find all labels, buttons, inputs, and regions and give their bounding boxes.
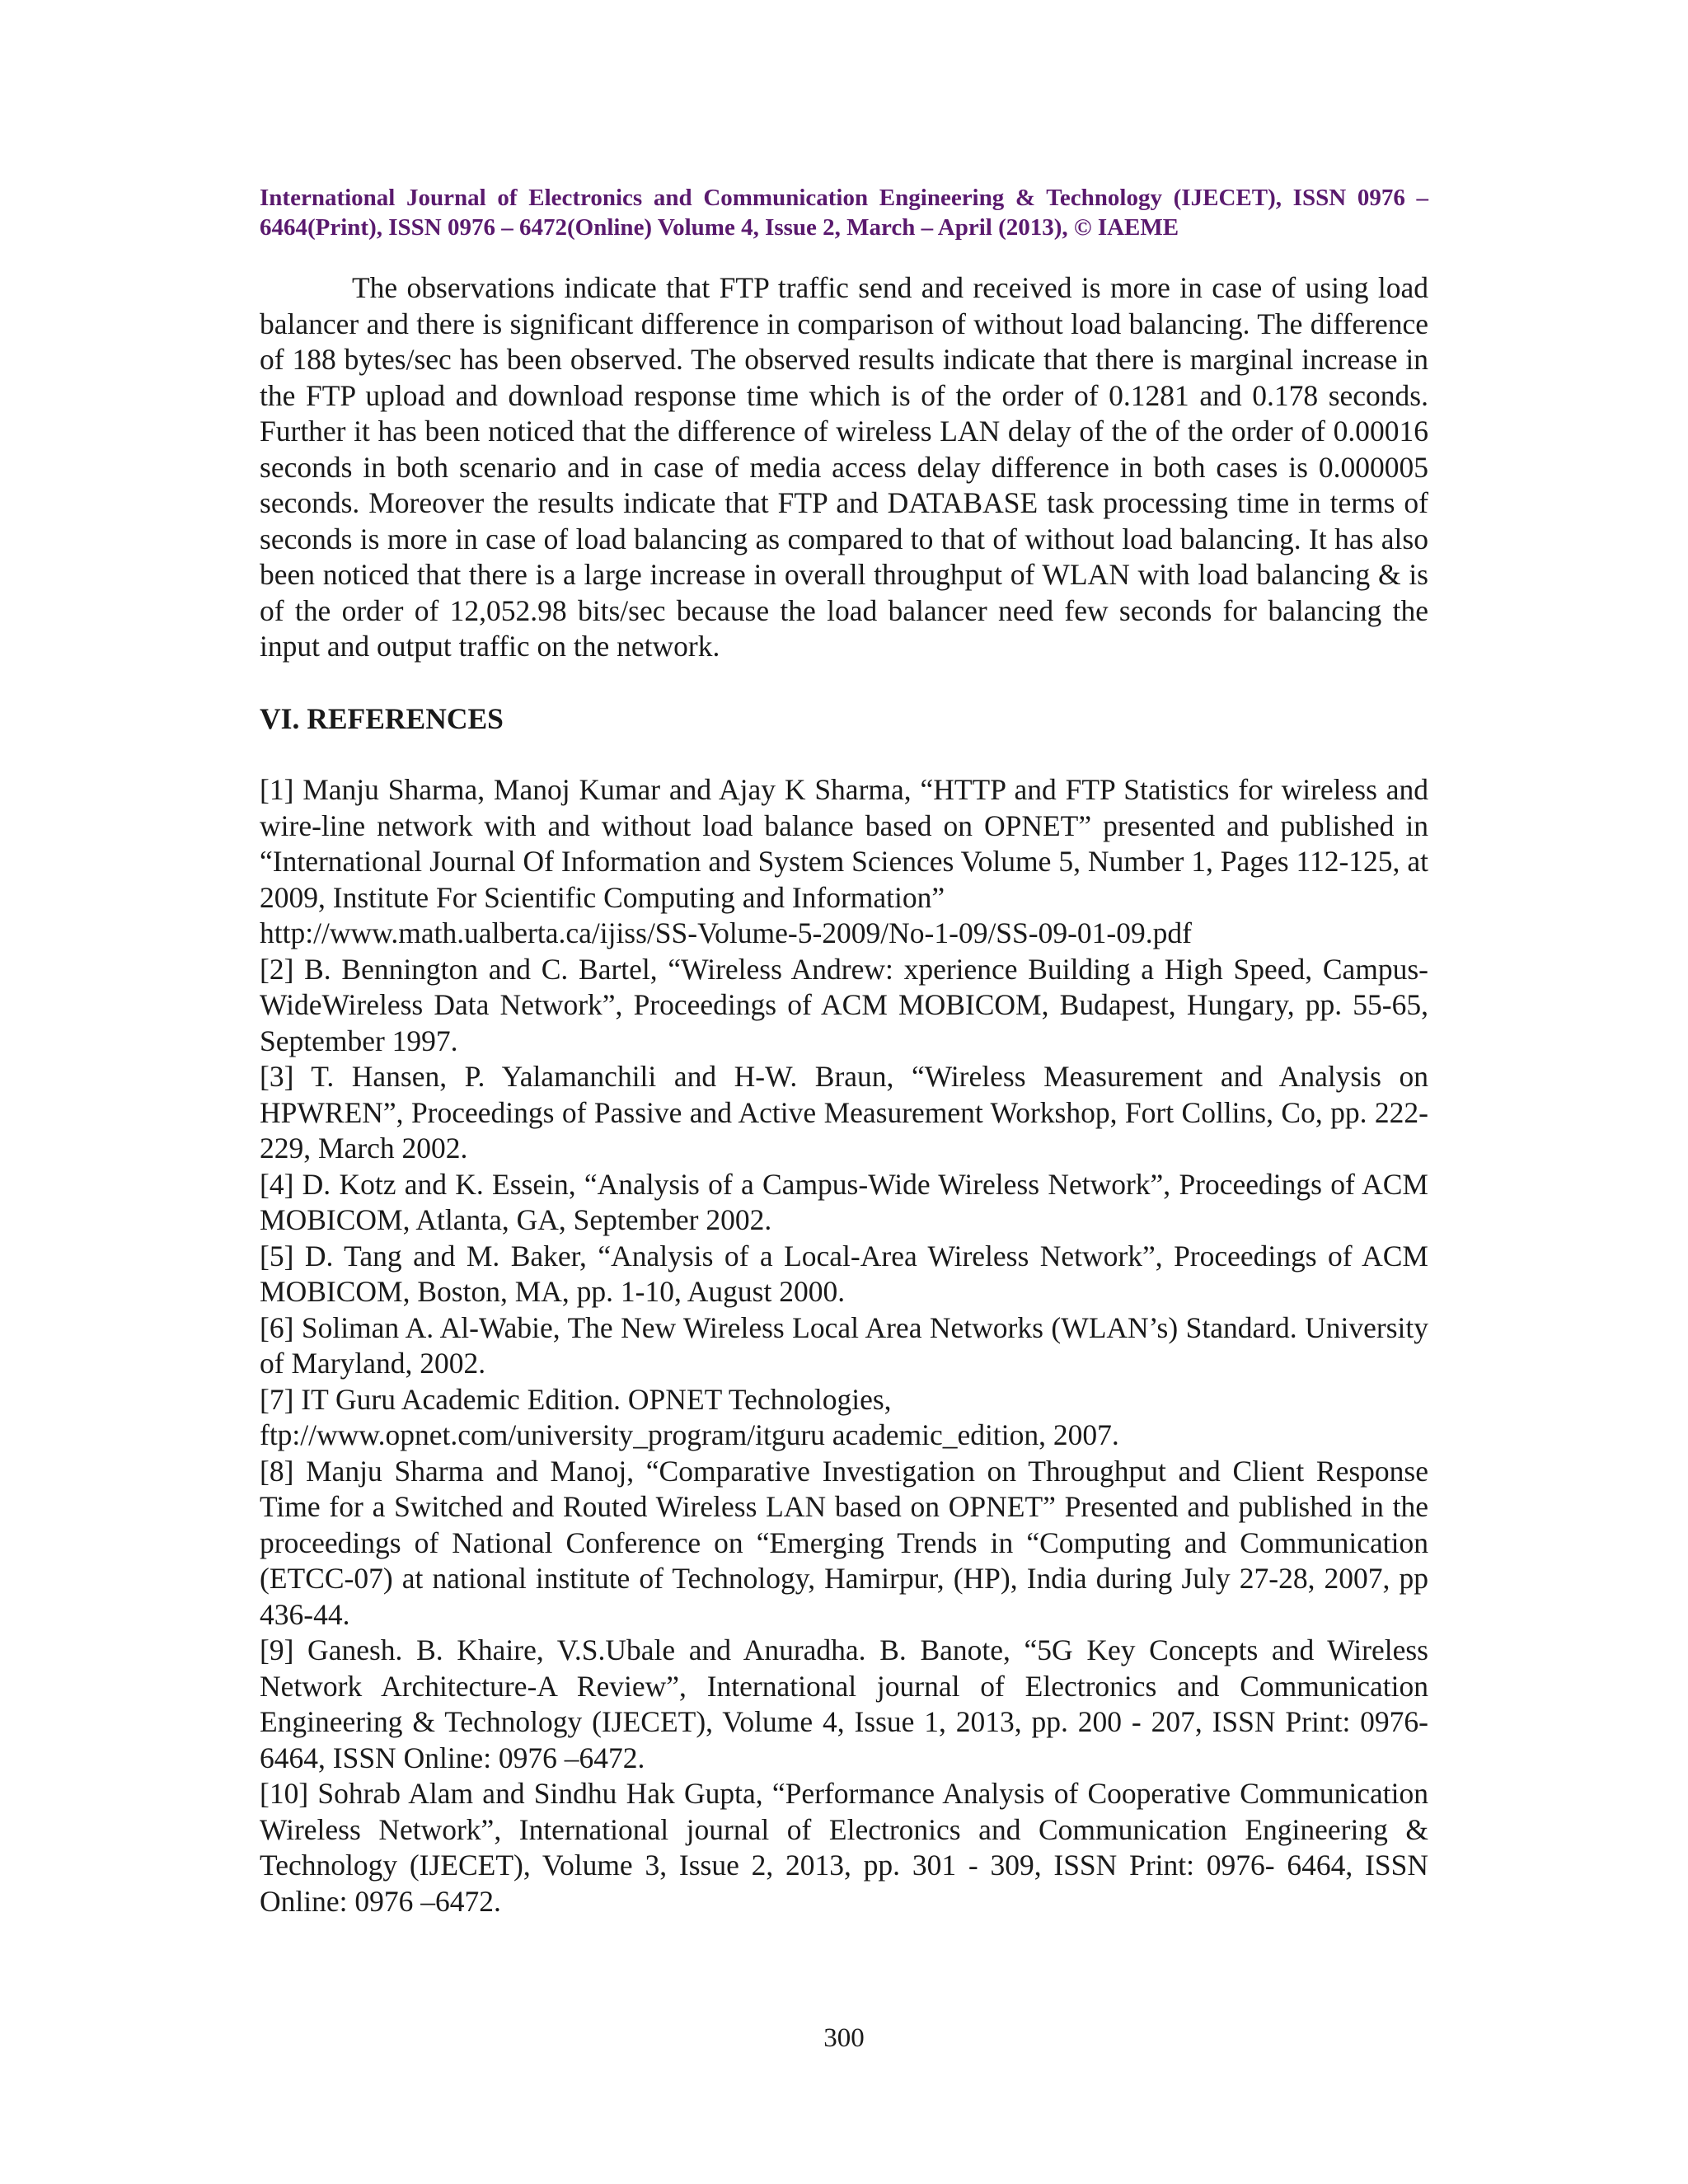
reference-text: [5] D. Tang and M. Baker, “Analysis of a Local-Area Wireless Network”, Proceedings of ACM MOBICOM, Boston, MA, pp. 1-10, August 2000. [260, 1239, 1428, 1308]
reference-text: [3] T. Hansen, P. Yalamanchili and H-W. Braun, “Wireless Measurement and Analysis on HPWREN”, Proceedings of Passive and Active Measurement Workshop, Fort Collins, Co, pp. 222-229, March 2002. [260, 1060, 1428, 1165]
reference-item-4 [260, 1167, 1428, 1239]
reference-text: [7] IT Guru Academic Edition. OPNET Technologies, [260, 1382, 892, 1416]
reference-text: [6] Soliman A. Al-Wabie, The New Wireless Local Area Networks (WLAN’s) Standard. University of Maryland, 2002. [260, 1310, 1428, 1380]
reference-url[interactable]: ftp://www.opnet.com/university_program/itguru academic_edition, 2007. [260, 1418, 1119, 1451]
reference-item-6 [260, 1310, 1428, 1382]
reference-text: [2] B. Bennington and C. Bartel, “Wireless Andrew: xperience Building a High Speed, Campus-WideWireless Data Network”, Proceedings of ACM MOBICOM, Budapest, Hungary, pp. 55-65, September 1997. [260, 952, 1428, 1057]
reference-item-1 [260, 772, 1428, 952]
reference-url[interactable]: http://www.math.ualberta.ca/ijiss/SS-Volume-5-2009/No-1-09/SS-09-01-09.pdf [260, 916, 1192, 949]
reference-item-5 [260, 1239, 1428, 1310]
page-content [260, 183, 1428, 1919]
reference-item-7 [260, 1382, 1428, 1454]
references-heading: VI. REFERENCES [260, 701, 504, 735]
references-list [260, 772, 1428, 1919]
reference-text: [4] D. Kotz and K. Essein, “Analysis of a Campus-Wide Wireless Network”, Proceedings of ACM MOBICOM, Atlanta, GA, September 2002. [260, 1167, 1428, 1236]
page-number: 300 [823, 2023, 865, 2053]
reference-text: [9] Ganesh. B. Khaire, V.S.Ubale and Anuradha. B. Banote, “5G Key Concepts and Wireless Network Architecture-A Review”, International journal of Electronics and Communication Engineering & Technology (IJECET), Volume 4, Issue 1, 2013, pp. 200 - 207, ISSN Print: 0976- 6464, ISSN Online: 0976 –6472. [260, 1633, 1428, 1774]
reference-item-3 [260, 1059, 1428, 1167]
reference-item-8 [260, 1454, 1428, 1633]
reference-item-10 [260, 1776, 1428, 1919]
reference-item-9 [260, 1633, 1428, 1776]
reference-text: [10] Sohrab Alam and Sindhu Hak Gupta, “Performance Analysis of Cooperative Communication Wireless Network”, International journal of Electronics and Communication Engineering & Technology (IJECET), Volume 3, Issue 2, 2013, pp. 301 - 309, ISSN Print: 0976- 6464, ISSN Online: 0976 –6472. [260, 1777, 1428, 1918]
reference-text: [8] Manju Sharma and Manoj, “Comparative Investigation on Throughput and Client Response Time for a Switched and Routed Wireless LAN based on OPNET” Presented and published in the proceedings of National Conference on “Emerging Trends in “Computing and Communication (ETCC-07) at national institute of Technology, Hamirpur, (HP), India during July 27-28, 2007, pp 436-44. [260, 1454, 1428, 1631]
reference-item-2 [260, 952, 1428, 1060]
conclusion-paragraph: The observations indicate that FTP traffic send and received is more in case of using load balancer and there is significant difference in comparison of without load balancing. The difference of 188 bytes/sec has been observed. The observed results indicate that there is marginal increase in the FTP upload and download response time which is of the order of 0.1281 and 0.178 seconds. Further it has been noticed that the difference of wireless LAN delay of the of the order of 0.00016 seconds in both scenario and in case of media access delay difference in both cases is 0.000005 seconds. Moreover the results indicate that FTP and DATABASE task processing time in terms of seconds is more in case of load balancing as compared to that of without load balancing. It has also been noticed that there is a large increase in overall throughput of WLAN with load balancing & is of the order of 12,052.98 bits/sec because the load balancer need few seconds for balancing the input and output traffic on the network. [260, 271, 1428, 663]
journal-header: International Journal of Electronics and Communication Engineering & Technology (IJECET), ISSN 0976 – 6464(Print), ISSN 0976 – 6472(Online) Volume 4, Issue 2, March – April (2013), © IAEME [260, 185, 1428, 241]
reference-text: [1] Manju Sharma, Manoj Kumar and Ajay K Sharma, “HTTP and FTP Statistics for wireless and wire-line network with and without load balance based on OPNET” presented and published in “International Journal Of Information and System Sciences Volume 5, Number 1, Pages 112-125, at 2009, Institute For Scientific Computing and Information” [260, 773, 1428, 914]
